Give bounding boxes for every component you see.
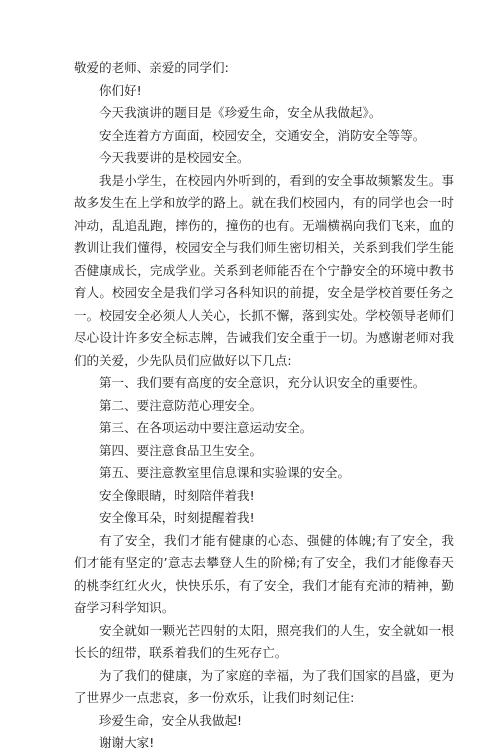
salutation: 敬爱的老师、亲爱的同学们: — [74, 60, 229, 75]
paragraph-main-body: 我是小学生，在校园内外听到的，看到的安全事故频繁发生。事故多发生在上学和放学的路上。就在我们校园内，有的同学也会一时冲动，乱追乱跑，摔伤的，撞伤的也有。无端横祸向我们飞来，血的教训让我们懂得，校园安全与我们师生密切相关，关系到我们学生能否健康成长，完成学业。关系到老师能否在个宁静安全的环境中教书育人。校园安全是我们学习各科知识的前提，安全是学校首要任务之一。校园安全必须人人关心，长抓不懈，落到实处。学校领导老师们尽心设计许多安全标志牌，告诫我们安全重于一切。为感谢老师对我们的关爱，少先队员们应做好以下几点: — [74, 172, 454, 368]
paragraph-with-safety: 有了安全，我们才能有健康的心态、强健的体魄;有了安全，我们才能有坚定的’意志去攀登人生的阶梯;有了安全，我们才能像春天的桃李红红火火，快快乐乐，有了安全，我们才能有充沛的精神，勤奋学习科学知识。 — [74, 532, 454, 615]
list-item-second: 第二、要注意防范心理安全。 — [99, 397, 263, 413]
slogan-eyes: 安全像眼睛，时刻陪伴着我! — [99, 487, 255, 503]
paragraph-safety-aspects: 安全连着方方面面，校园安全，交通安全，消防安全等等。 — [99, 127, 426, 143]
speech-body — [74, 57, 454, 755]
paragraph-call-to-action: 为了我们的健康，为了家庭的幸福，为了我们国家的昌盛，更为了世界少一点悲哀，多一份欢乐，让我们时刻记住: — [74, 667, 454, 705]
slogan-ears: 安全像耳朵，时刻提醒着我! — [99, 510, 255, 525]
list-item-fifth: 第五、要注意教室里信息课和实验课的安全。 — [99, 465, 351, 480]
paragraph-topic: 今天我要讲的是校园安全。 — [99, 150, 250, 165]
list-item-third: 第三、在各项运动中要注意运动安全。 — [99, 420, 313, 435]
list-item-fourth: 第四、要注意食品卫生安全。 — [99, 442, 263, 458]
greeting: 你们好! — [99, 82, 142, 98]
list-item-first: 第一、我们要有高度的安全意识，充分认识安全的重要性。 — [99, 375, 426, 390]
speech-title-line: 今天我演讲的题目是《珍爱生命，安全从我做起》。 — [99, 105, 382, 120]
closing-thanks: 谢谢大家! — [99, 735, 155, 750]
paragraph-safety-sun: 安全就如一颗光芒四射的太阳，照亮我们的人生，安全就如一根长长的纽带，联系着我们的生死存亡。 — [74, 622, 454, 660]
closing-slogan: 珍爱生命，安全从我做起! — [99, 712, 243, 728]
